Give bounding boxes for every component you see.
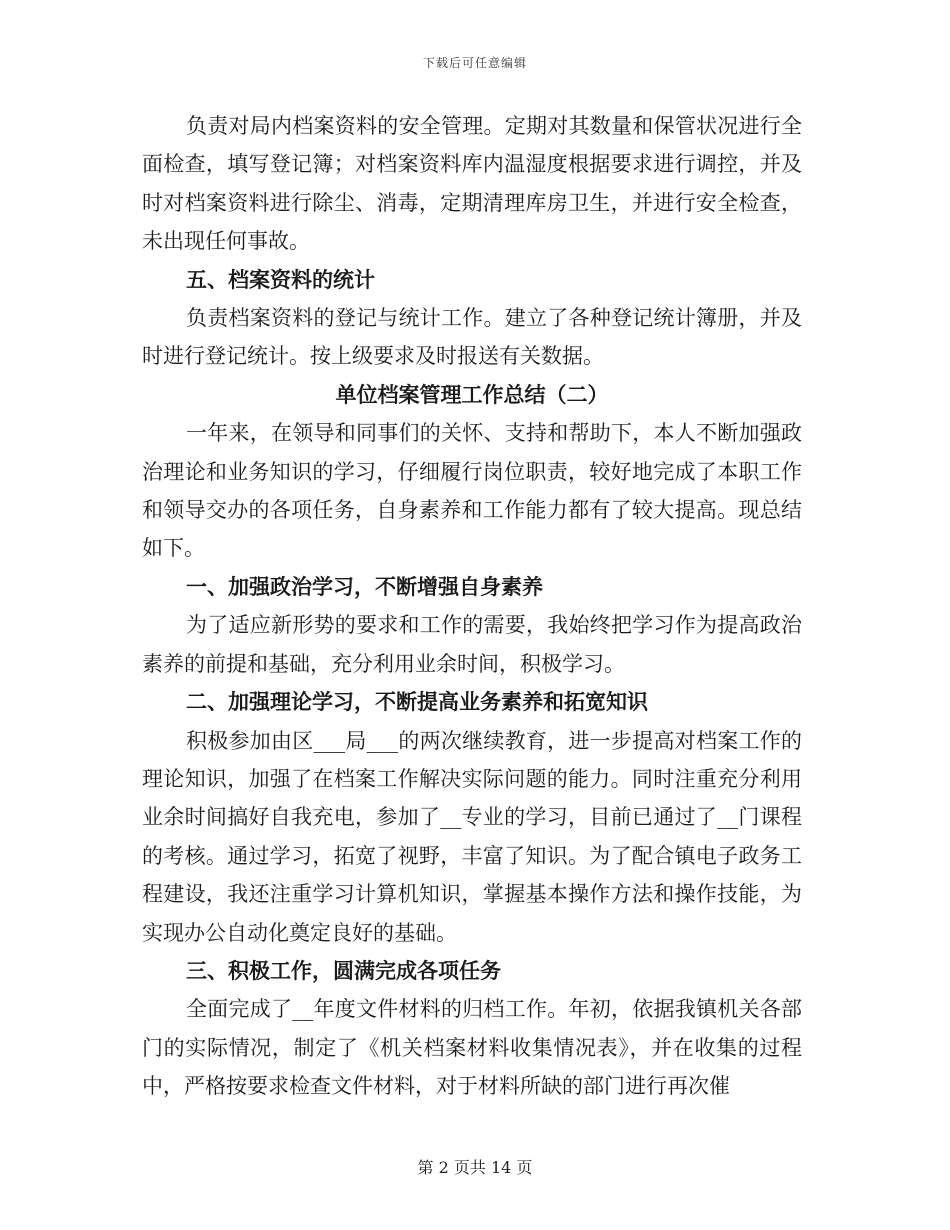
header-note: 下载后可任意编辑 [422,56,527,70]
section-heading-5: 五、档案资料的统计 [186,267,375,292]
section-heading-2: 二、加强理论学习，不断提高业务素养和拓宽知识 [186,690,648,715]
paragraph-theory-study: 积极参加由区___局___的两次继续教育，进一步提高对档案工作的理论知识，加强了在档案工作解决实际问题的能力。同时注重充分利用业余时间搞好自我充电，参加了__专业的学习，目前已通过了__门课程的考核。通过学习，拓宽了视野，丰富了知识。为了配合镇电子政务工程建设，我还注重学习计算机知识，掌握基本操作方法和操作技能，为实现办公自动化奠定良好的基础。 [142,728,802,945]
section-heading-1: 一、加强政治学习，不断增强自身素养 [186,574,543,599]
paragraph-intro: 一年来，在领导和同事们的关怀、支持和帮助下，本人不断加强政治理论和业务知识的学习，仔细履行岗位职责，较好地完成了本职工作和领导交办的各项任务，自身素养和工作能力都有了较大提高。现总结如下。 [142,421,802,561]
page-number: 第 2 页共 14 页 [417,1158,533,1177]
paragraph-archive-statistics: 负责档案资料的登记与统计工作。建立了各种登记统计簿册，并及时进行登记统计。按上级要求及时报送有关数据。 [142,306,802,369]
document-title-part-2: 单位档案管理工作总结（二） [335,382,609,407]
document-body [142,107,802,1106]
paragraph-tasks: 全面完成了__年度文件材料的归档工作。年初，依据我镇机关各部门的实际情况，制定了《机关档案材料收集情况表》，并在收集的过程中，严格按要求检查文件材料，对于材料所缺的部门进行再次催 [142,997,802,1099]
paragraph-political-study: 为了适应新形势的要求和工作的需要，我始终把学习作为提高政治素养的前提和基础，充分利用业余时间，积极学习。 [142,613,802,676]
section-heading-3: 三、积极工作，圆满完成各项任务 [186,958,501,983]
paragraph-archive-safety: 负责对局内档案资料的安全管理。定期对其数量和保管状况进行全面检查，填写登记簿；对档案资料库内温湿度根据要求进行调控，并及时对档案资料进行除尘、消毒，定期清理库房卫生，并进行安全检查，未出现任何事故。 [142,114,802,254]
